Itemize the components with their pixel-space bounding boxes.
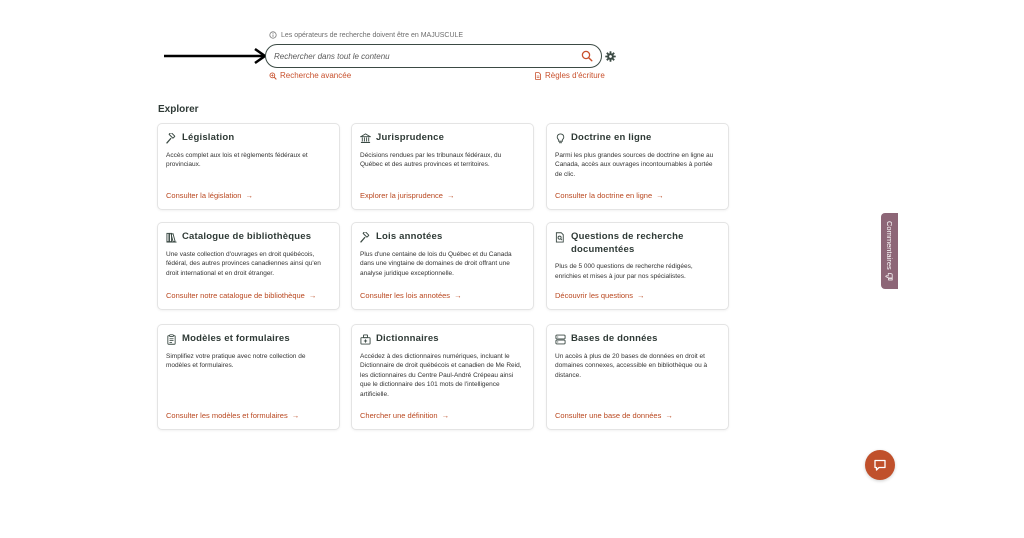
thumbs-up-icon	[886, 273, 894, 281]
feedback-label: Commentaires	[885, 221, 894, 270]
chat-icon	[873, 458, 887, 472]
card-link[interactable]: Consulter une base de données →	[555, 411, 673, 420]
document-icon	[534, 72, 542, 80]
card-link[interactable]: Consulter notre catalogue de bibliothèque →	[166, 291, 317, 300]
chat-button[interactable]	[865, 450, 895, 480]
card-title: Questions de recherche documentées	[571, 231, 684, 255]
card-description: Accès complet aux lois et règlements fédéraux et provinciaux.	[166, 151, 308, 168]
arrow-right-icon: →	[291, 411, 300, 420]
card-description: Plus d'une centaine de lois du Québec et du Canada dans une vingtaine de domaines de droit offrant une analyse juridique exceptionnelle.	[360, 250, 512, 277]
feedback-tab[interactable]	[881, 213, 898, 289]
arrow-right-icon: →	[245, 191, 253, 200]
card-library-catalog[interactable]	[158, 223, 339, 309]
search-input[interactable]	[274, 52, 581, 61]
card-title: Doctrine en ligne	[571, 132, 652, 143]
card-link[interactable]: Découvrir les questions →	[555, 291, 645, 300]
arrow-right-icon: →	[656, 191, 664, 200]
courthouse-icon	[360, 133, 371, 144]
advanced-search-link[interactable]	[269, 71, 351, 80]
card-link[interactable]: Consulter la doctrine en ligne →	[555, 191, 664, 200]
card-legislation[interactable]	[158, 124, 339, 209]
dictionary-icon	[360, 334, 371, 345]
card-title: Modèles et formulaires	[182, 333, 290, 344]
card-description: Simplifiez votre pratique avec notre collection de modèles et formulaires.	[166, 352, 306, 369]
card-description: Accédez à des dictionnaires numériques, incluant le Dictionnaire de droit québécois et canadien de Me Reid, les dictionnaires du Centre Paul-André Crépeau ainsi que le dictionnaire des 101 mots de l'intelligence artificielle.	[360, 352, 522, 398]
zoom-search-icon	[269, 72, 277, 80]
document-search-icon	[555, 232, 566, 243]
card-title: Législation	[182, 132, 235, 143]
writing-rules-link[interactable]	[534, 71, 605, 80]
card-link[interactable]: Consulter les modèles et formulaires →	[166, 411, 300, 420]
card-link[interactable]: Explorer la jurisprudence →	[360, 191, 455, 200]
card-dictionaries[interactable]	[352, 325, 533, 429]
card-doctrine[interactable]	[547, 124, 728, 209]
card-description: Une vaste collection d'ouvrages en droit québécois, fédéral, des autres provinces canadiennes ainsi qu'en droit international et en droit étranger.	[166, 250, 321, 277]
arrow-right-icon: →	[454, 291, 462, 300]
library-icon	[166, 232, 177, 243]
arrow-right-icon: →	[308, 291, 317, 300]
card-link[interactable]: Chercher une définition →	[360, 411, 450, 420]
database-icon	[555, 334, 566, 345]
clipboard-icon	[166, 334, 177, 345]
explore-heading: Explorer	[158, 104, 199, 115]
info-icon	[269, 31, 277, 39]
card-description: Plus de 5 000 questions de recherche rédigées, enrichies et mises à jour par nos spécialistes.	[555, 263, 693, 280]
search-hint	[269, 31, 463, 39]
card-description: Parmi les plus grandes sources de doctrine en ligne au Canada, accès aux ouvrages incontournables à portée de clic.	[555, 151, 714, 178]
card-link[interactable]: Consulter la législation →	[166, 191, 253, 200]
search-hint-text: Les opérateurs de recherche doivent être en MAJUSCULE	[281, 31, 464, 39]
card-research-questions[interactable]	[547, 223, 728, 309]
arrow-right-icon: →	[636, 291, 645, 300]
card-description: Un accès à plus de 20 bases de données en droit et domaines connexes, accessible en bibliothèque ou à distance.	[555, 352, 708, 379]
arrow-right-icon: →	[441, 411, 450, 420]
card-title: Catalogue de bibliothèques	[182, 231, 312, 242]
card-link[interactable]: Consulter les lois annotées →	[360, 291, 462, 300]
card-title: Dictionnaires	[376, 333, 439, 344]
arrow-right-icon: →	[665, 411, 673, 420]
writing-rules-label: Règles d'écriture	[545, 71, 605, 80]
gavel-icon	[360, 232, 371, 243]
advanced-search-label: Recherche avancée	[280, 71, 352, 80]
card-jurisprudence[interactable]	[352, 124, 533, 209]
search-box[interactable]	[265, 44, 602, 68]
card-annotated-laws[interactable]	[352, 223, 533, 309]
card-title: Jurisprudence	[376, 132, 445, 143]
gear-icon[interactable]	[605, 51, 616, 62]
search-icon[interactable]	[581, 50, 593, 62]
arrow-right-icon: →	[446, 191, 455, 200]
card-models-forms[interactable]	[158, 325, 339, 429]
annotation-arrow	[163, 47, 271, 65]
lightbulb-icon	[555, 133, 566, 144]
card-description: Décisions rendues par les tribunaux fédéraux, du Québec et des autres provinces et territoires.	[360, 151, 502, 168]
card-databases[interactable]	[547, 325, 728, 429]
gavel-icon	[166, 133, 177, 144]
card-title: Lois annotées	[376, 231, 443, 242]
card-title: Bases de données	[571, 333, 658, 344]
